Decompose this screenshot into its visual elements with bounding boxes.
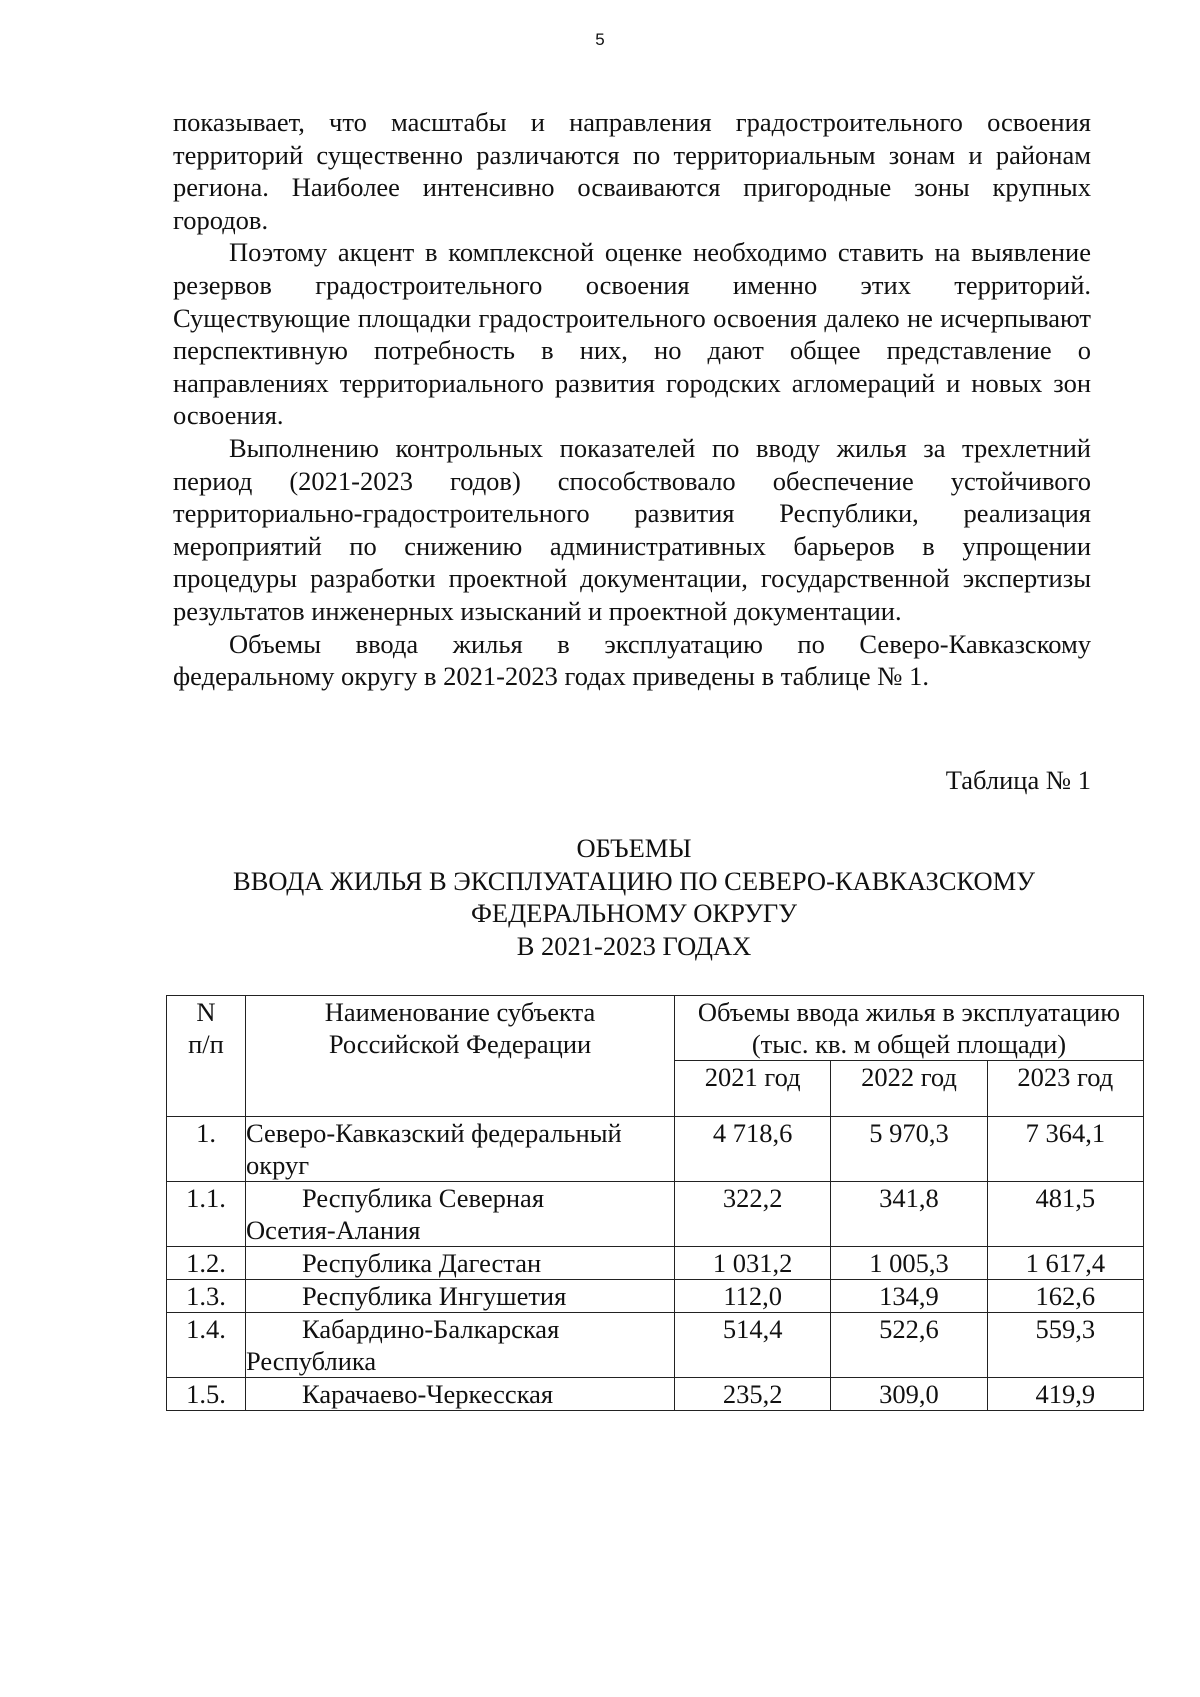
table-header-row	[167, 996, 1144, 1061]
row-number: 1.	[167, 1117, 246, 1182]
header-year-2023: 2023 год	[987, 1061, 1143, 1117]
row-value-2023: 481,5	[987, 1182, 1143, 1247]
row-value-2023: 559,3	[987, 1313, 1143, 1378]
header-number: N п/п	[167, 996, 246, 1117]
table-row	[167, 1378, 1144, 1411]
page-number: 5	[595, 30, 605, 49]
paragraph: показывает, что масштабы и направления градостроительного освоения территорий существенно различаются по территориальным зонам и районам региона. Наиболее интенсивно осваиваются пригородные зоны крупных городов.	[173, 107, 1091, 235]
table-row	[167, 1247, 1144, 1280]
row-number: 1.1.	[167, 1182, 246, 1247]
row-value-2022: 341,8	[831, 1182, 987, 1247]
row-value-2021: 4 718,6	[675, 1117, 831, 1182]
row-value-2021: 1 031,2	[675, 1247, 831, 1280]
row-value-2023: 1 617,4	[987, 1247, 1143, 1280]
paragraph: Выполнению контрольных показателей по вводу жилья за трехлетний период (2021-2023 годов) способствовало обеспечение устойчивого территориально-градостроительного развития Республики, реализация мероприятий по снижению административных барьеров в упрощении процедуры разработки проектной документации, государственной экспертизы результатов инженерных изысканий и проектной документации.	[173, 432, 1091, 626]
table-row	[167, 1182, 1144, 1247]
table-row	[167, 1117, 1144, 1182]
row-value-2021: 514,4	[675, 1313, 831, 1378]
paragraph: Поэтому акцент в комплексной оценке необходимо ставить на выявление резервов градостроительного освоения именно этих территорий. Существующие площадки градостроительного освоения далеко не исчерпывают перспективную потребность в них, но дают общее представление о направлениях территориального развития городских агломераций и новых зон освоения.	[173, 237, 1091, 431]
row-subject: Республика Северная Осетия-Алания	[246, 1182, 675, 1247]
row-value-2021: 112,0	[675, 1280, 831, 1313]
row-number: 1.4.	[167, 1313, 246, 1378]
table-caption: Таблица № 1	[945, 765, 1091, 795]
row-subject: Северо-Кавказский федеральный округ	[246, 1117, 675, 1182]
row-subject: Кабардино-Балкарская Республика	[246, 1313, 675, 1378]
table-title-line: ВВОДА ЖИЛЬЯ В ЭКСПЛУАТАЦИЮ ПО СЕВЕРО-КАВКАЗСКОМУ	[233, 865, 1035, 896]
header-year-2022: 2022 год	[831, 1061, 987, 1117]
paragraph: Объемы ввода жилья в эксплуатацию по Северо-Кавказскому федеральному округу в 2021-2023 годах приведены в таблице № 1.	[173, 628, 1091, 692]
header-volume: Объемы ввода жилья в эксплуатацию (тыс. кв. м общей площади)	[675, 996, 1144, 1061]
row-value-2021: 322,2	[675, 1182, 831, 1247]
housing-volume-table	[166, 995, 1144, 1411]
row-value-2022: 309,0	[831, 1378, 987, 1411]
row-subject: Республика Дагестан	[246, 1247, 675, 1280]
table-row	[167, 1313, 1144, 1378]
row-value-2022: 5 970,3	[831, 1117, 987, 1182]
row-value-2022: 134,9	[831, 1280, 987, 1313]
row-number: 1.5.	[167, 1378, 246, 1411]
table-title-line: В 2021-2023 ГОДАХ	[516, 930, 752, 961]
header-subject-name: Наименование субъекта Российской Федерации	[246, 996, 675, 1117]
row-value-2023: 7 364,1	[987, 1117, 1143, 1182]
row-number: 1.3.	[167, 1280, 246, 1313]
body-text	[173, 106, 1091, 693]
row-value-2022: 522,6	[831, 1313, 987, 1378]
table-title-line: ОБЪЕМЫ	[576, 833, 692, 863]
row-subject: Республика Ингушетия	[246, 1280, 675, 1313]
row-value-2021: 235,2	[675, 1378, 831, 1411]
row-value-2023: 419,9	[987, 1378, 1143, 1411]
table-row	[167, 1280, 1144, 1313]
row-subject: Карачаево-Черкесская	[246, 1378, 675, 1411]
row-number: 1.2.	[167, 1247, 246, 1280]
row-value-2023: 162,6	[987, 1280, 1143, 1313]
table-title	[0, 832, 1200, 962]
row-value-2022: 1 005,3	[831, 1247, 987, 1280]
header-year-2021: 2021 год	[675, 1061, 831, 1117]
table-title-line: ФЕДЕРАЛЬНОМУ ОКРУГУ	[470, 898, 798, 928]
